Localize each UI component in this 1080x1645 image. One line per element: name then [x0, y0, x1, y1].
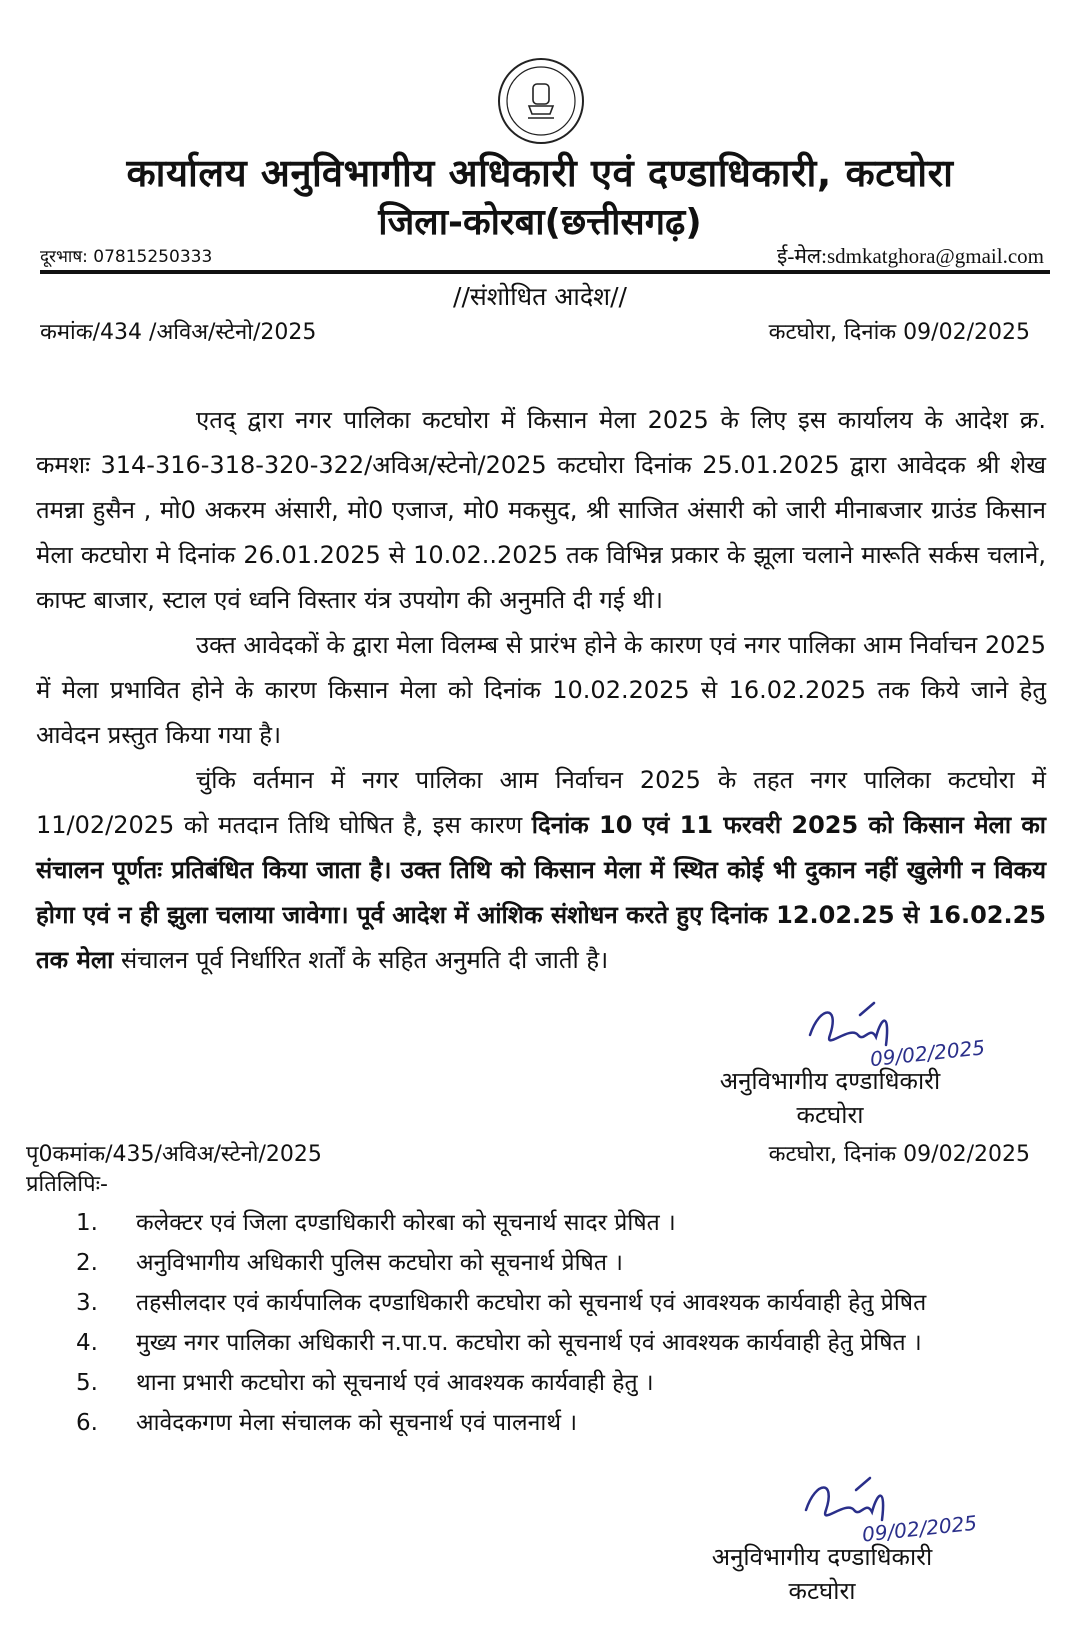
phone-number: दूरभाष: 07815250333 — [40, 247, 213, 267]
body-paragraph-1: एतद् द्वारा नगर पालिका कटघोरा में किसान मेला 2025 के लिए इस कार्यालय के आदेश क्र. कमशः 314-316-318-320-322/अविअ/स्टेनो/2025 कटघोरा दिनांक 25.01.2025 द्वारा आवेदक श्री शेख तमन्ना हुसैन , मो0 अकरम अंसारी, मो0 एजाज, मो0 मकसुद, श्री साजित अंसारी को जारी मीनाबजार ग्राउंड किसान मेला कटघोरा मे दिनांक 26.01.2025 से 10.02..2025 तक विभिन्न प्रकार के झूला चलाने मारूति सर्कस चलाने, काफ्ट बाजार, स्टाल एवं ध्वनि विस्तार यंत्र उपयोग की अनुमति दी गई थी। — [36, 406, 1046, 614]
copy-item-number: 1. — [76, 1210, 98, 1236]
contact-row — [40, 242, 1044, 266]
copy-item-number: 5. — [76, 1370, 98, 1396]
copy-item-number: 6. — [76, 1410, 98, 1436]
email-address: ई-मेल:sdmkatghora@gmail.com — [777, 244, 1044, 268]
copy-list-item — [76, 1405, 1036, 1441]
header-divider — [40, 270, 1050, 274]
endorsement-reference-row — [26, 1138, 1030, 1168]
order-place-date: कटघोरा, दिनांक 09/02/2025 — [768, 320, 1030, 345]
office-title: कार्यालय अनुविभागीय अधिकारी एवं दण्डाधिकारी, कटघोरा — [126, 151, 954, 195]
handwritten-signature-1 — [800, 995, 1010, 1073]
body-paragraph-3-bold: दिनांक 10 एवं 11 फरवरी 2025 को किसान मेला का संचालन पूर्णतः प्रतिबंधित किया जाता है। उक्त तिथि को किसान मेला में स्थित कोई भी दुकान नहीं खुलेगी न विकय होगा एवं न ही झुला चलाया जावेगा। पूर्व आदेश में आंशिक संशोधन करते हुए दिनांक 12.02.25 से 16.02.25 तक मेला — [36, 811, 1046, 974]
signature-2-date: 09/02/2025 — [860, 1510, 979, 1547]
signatory-1-designation: अनुविभागीय दण्डाधिकारी — [719, 1067, 941, 1095]
signatory-2-place: कटघोरा — [788, 1577, 856, 1605]
copy-list — [76, 1205, 1036, 1445]
order-title: //संशोधित आदेश// — [453, 282, 627, 311]
copy-item-number: 3. — [76, 1290, 98, 1316]
copy-list-item — [76, 1325, 1036, 1361]
copy-item-text: आवेदकगण मेला संचालक को सूचनार्थ एवं पालनार्थ । — [136, 1410, 578, 1436]
order-reference-row — [40, 316, 1030, 348]
copy-list-item — [76, 1365, 1036, 1401]
endorsement-place-date: कटघोरा, दिनांक 09/02/2025 — [768, 1142, 1030, 1167]
copy-item-text: अनुविभागीय अधिकारी पुलिस कटघोरा को सूचनार्थ प्रेषित । — [136, 1250, 623, 1276]
emblem-seal-icon — [496, 56, 586, 146]
copy-item-text: थाना प्रभारी कटघोरा को सूचनार्थ एवं आवश्यक कार्यवाही हेतु । — [136, 1370, 654, 1396]
copy-item-text: तहसीलदार एवं कार्यपालिक दण्डाधिकारी कटघोरा को सूचनार्थ एवं आवश्यक कार्यवाही हेतु प्रेषित — [136, 1290, 927, 1316]
body-paragraph-3-tail: संचालन पूर्व निर्धारित शर्तों के सहित अनुमति दी जाती है। — [113, 946, 609, 974]
signature-1-date: 09/02/2025 — [868, 1035, 987, 1072]
endorsement-reference-number: पृ0कमांक/435/अविअ/स्टेनो/2025 — [26, 1142, 322, 1167]
copy-item-number: 2. — [76, 1250, 98, 1276]
body-paragraph-3 — [36, 758, 1046, 983]
signatory-block-2 — [662, 1540, 982, 1608]
district-title: जिला-कोरबा(छत्तीसगढ़) — [378, 202, 702, 243]
order-reference-number: कमांक/434 /अविअ/स्टेनो/2025 — [40, 320, 317, 345]
copy-item-number: 4. — [76, 1330, 98, 1356]
copy-list-item — [76, 1245, 1036, 1281]
handwritten-signature-2 — [796, 1470, 1006, 1548]
body-paragraph-3-text: चुंकि वर्तमान में नगर पालिका आम निर्वाचन 2025 के तहत नगर पालिका कटघोरा में 11/02/2025 को मतदान तिथि घोषित है, इस कारण — [36, 766, 1046, 839]
body-paragraph-2: उक्त आवेदकों के द्वारा मेला विलम्ब से प्रारंभ होने के कारण एवं नगर पालिका आम निर्वाचन 2025 में मेला प्रभावित होने के कारण किसान मेला को दिनांक 10.02.2025 से 16.02.2025 तक किये जाने हेतु आवेदन प्रस्तुत किया गया है। — [36, 631, 1046, 749]
order-body — [36, 398, 1046, 983]
copy-to-label: प्रतिलिपिः- — [26, 1172, 108, 1197]
copy-list-item — [76, 1205, 1036, 1241]
signatory-block-1 — [670, 1064, 990, 1132]
signatory-2-designation: अनुविभागीय दण्डाधिकारी — [711, 1543, 933, 1571]
copy-item-text: कलेक्टर एवं जिला दण्डाधिकारी कोरबा को सूचनार्थ सादर प्रेषित । — [136, 1210, 676, 1236]
copy-item-text: मुख्य नगर पालिका अधिकारी न.पा.प. कटघोरा को सूचनार्थ एवं आवश्यक कार्यवाही हेतु प्रेषित । — [136, 1330, 922, 1356]
copy-list-item — [76, 1285, 1036, 1321]
signatory-1-place: कटघोरा — [796, 1101, 864, 1129]
